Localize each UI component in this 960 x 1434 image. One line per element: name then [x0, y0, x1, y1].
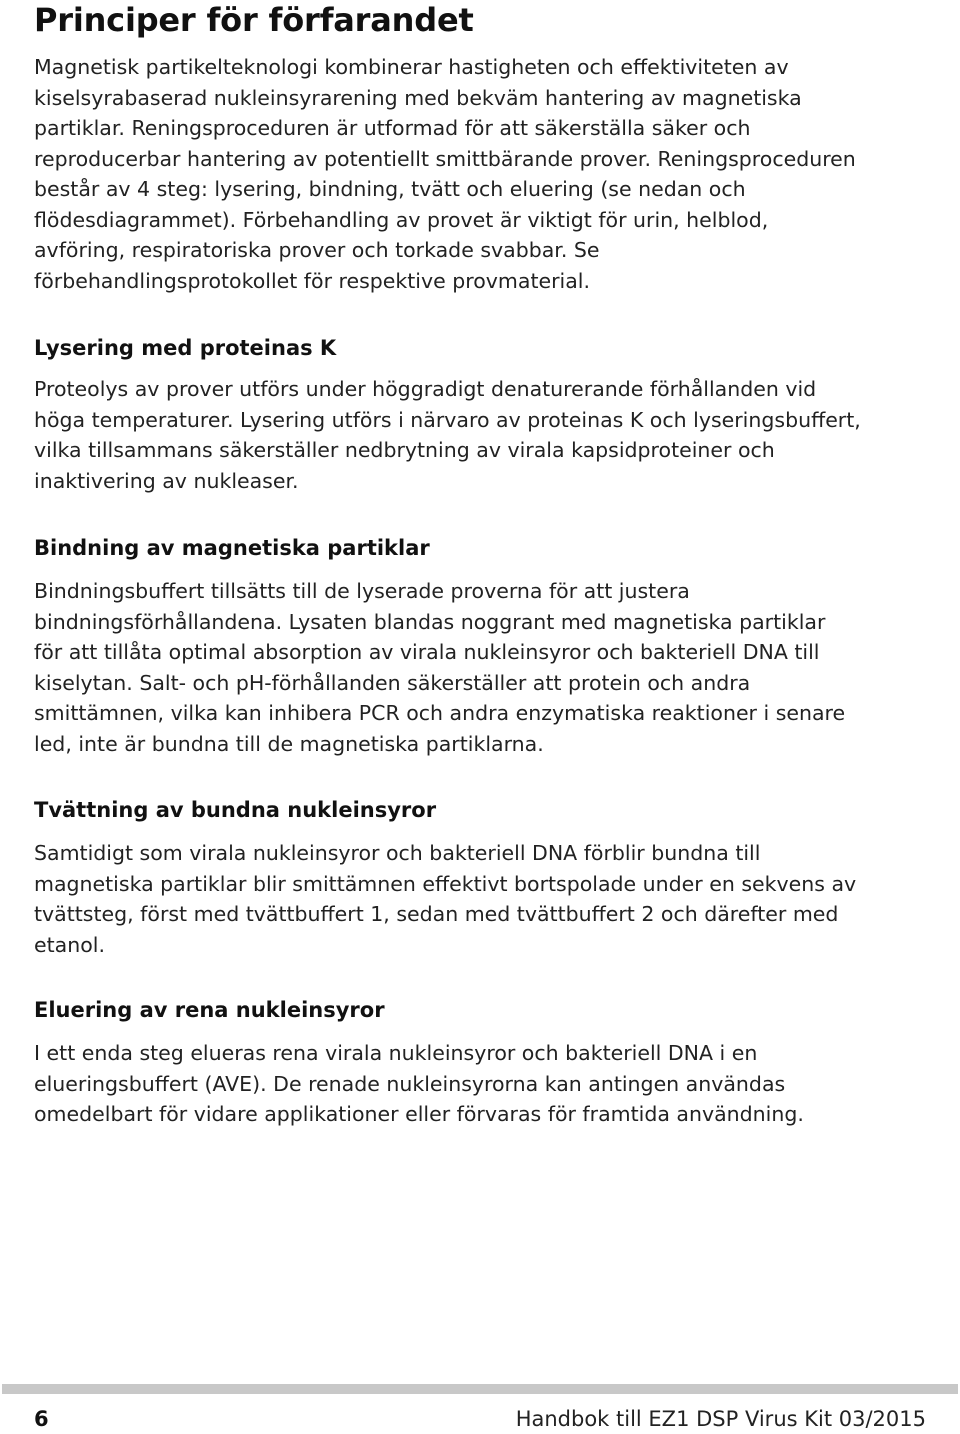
text-line: Samtidigt som virala nukleinsyror och bakteriell DNA förblir bundna till — [34, 841, 761, 865]
text-line: partiklar. Reningsproceduren är utformad för att säkerställa säker och — [34, 116, 751, 140]
text-line: kiselsyrabaserad nukleinsyrarening med bekväm hantering av magnetiska — [34, 85, 802, 110]
section-body-eluering — [34, 1038, 934, 1130]
text-line: består av 4 steg: lysering, bindning, tvätt och eluering (se nedan och — [34, 177, 746, 201]
text-line: höga temperaturer. Lysering utförs i närvaro av proteinas K och lyseringsbuffert, — [34, 407, 861, 432]
section-body-bindning — [34, 576, 934, 759]
text-line: I ett enda steg elueras rena virala nukleinsyror och bakteriell DNA i en — [34, 1041, 758, 1065]
footer-page-number: 6 — [34, 1407, 49, 1431]
text-line: vilka tillsammans säkerställer nedbrytning av virala kapsidproteiner och — [34, 438, 775, 462]
text-line: magnetiska partiklar blir smittämnen effektivt bortspolade under en sekvens av — [34, 871, 857, 896]
text-line: reproducerbar hantering av potentiellt smittbärande prover. Reningsproceduren — [34, 146, 856, 171]
section-body-lysering — [34, 374, 934, 496]
intro-paragraph — [34, 52, 934, 296]
section-heading-lysering: Lysering med proteinas K — [34, 336, 337, 360]
text-line: smittämnen, vilka kan inhibera PCR och andra enzymatiska reaktioner i senare — [34, 701, 846, 725]
text-line: bindningsförhållandena. Lysaten blandas noggrant med magnetiska partiklar — [34, 609, 826, 634]
text-line: elueringsbuffert (AVE). De renade nukleinsyrorna kan antingen användas — [34, 1071, 786, 1096]
text-line: förbehandlingsprotokollet för respektive provmaterial. — [34, 268, 591, 293]
section-heading-bindning: Bindning av magnetiska partiklar — [34, 536, 430, 560]
section-heading-tvattning: Tvättning av bundna nukleinsyror — [34, 798, 437, 822]
text-line: tvättsteg, först med tvättbuffert 1, sedan med tvättbuffert 2 och därefter med — [34, 902, 839, 926]
text-line: Magnetisk partikelteknologi kombinerar hastigheten och effektiviteten av — [34, 55, 789, 79]
text-line: etanol. — [34, 932, 105, 957]
text-line: avföring, respiratoriska prover och torkade svabbar. Se — [34, 238, 600, 262]
text-line: flödesdiagrammet). Förbehandling av provet är viktigt för urin, helblod, — [34, 207, 769, 232]
text-line: led, inte är bundna till de magnetiska partiklarna. — [34, 731, 544, 756]
footer-document-title: Handbok till EZ1 DSP Virus Kit 03/2015 — [515, 1407, 926, 1431]
page-title: Principer för förfarandet — [34, 1, 474, 39]
text-line: för att tillåta optimal absorption av virala nukleinsyror och bakteriell DNA till — [34, 640, 820, 664]
footer-divider — [2, 1384, 958, 1394]
text-line: Proteolys av prover utförs under höggradigt denaturerande förhållanden vid — [34, 377, 817, 401]
text-line: kiselytan. Salt- och pH-förhållanden säkerställer att protein och andra — [34, 670, 751, 695]
section-heading-eluering: Eluering av rena nukleinsyror — [34, 998, 385, 1022]
text-line: inaktivering av nukleaser. — [34, 468, 299, 493]
text-line: Bindningsbuffert tillsätts till de lyserade proverna för att justera — [34, 579, 690, 603]
text-line: omedelbart för vidare applikationer eller förvaras för framtida användning. — [34, 1102, 804, 1126]
section-body-tvattning — [34, 838, 934, 960]
